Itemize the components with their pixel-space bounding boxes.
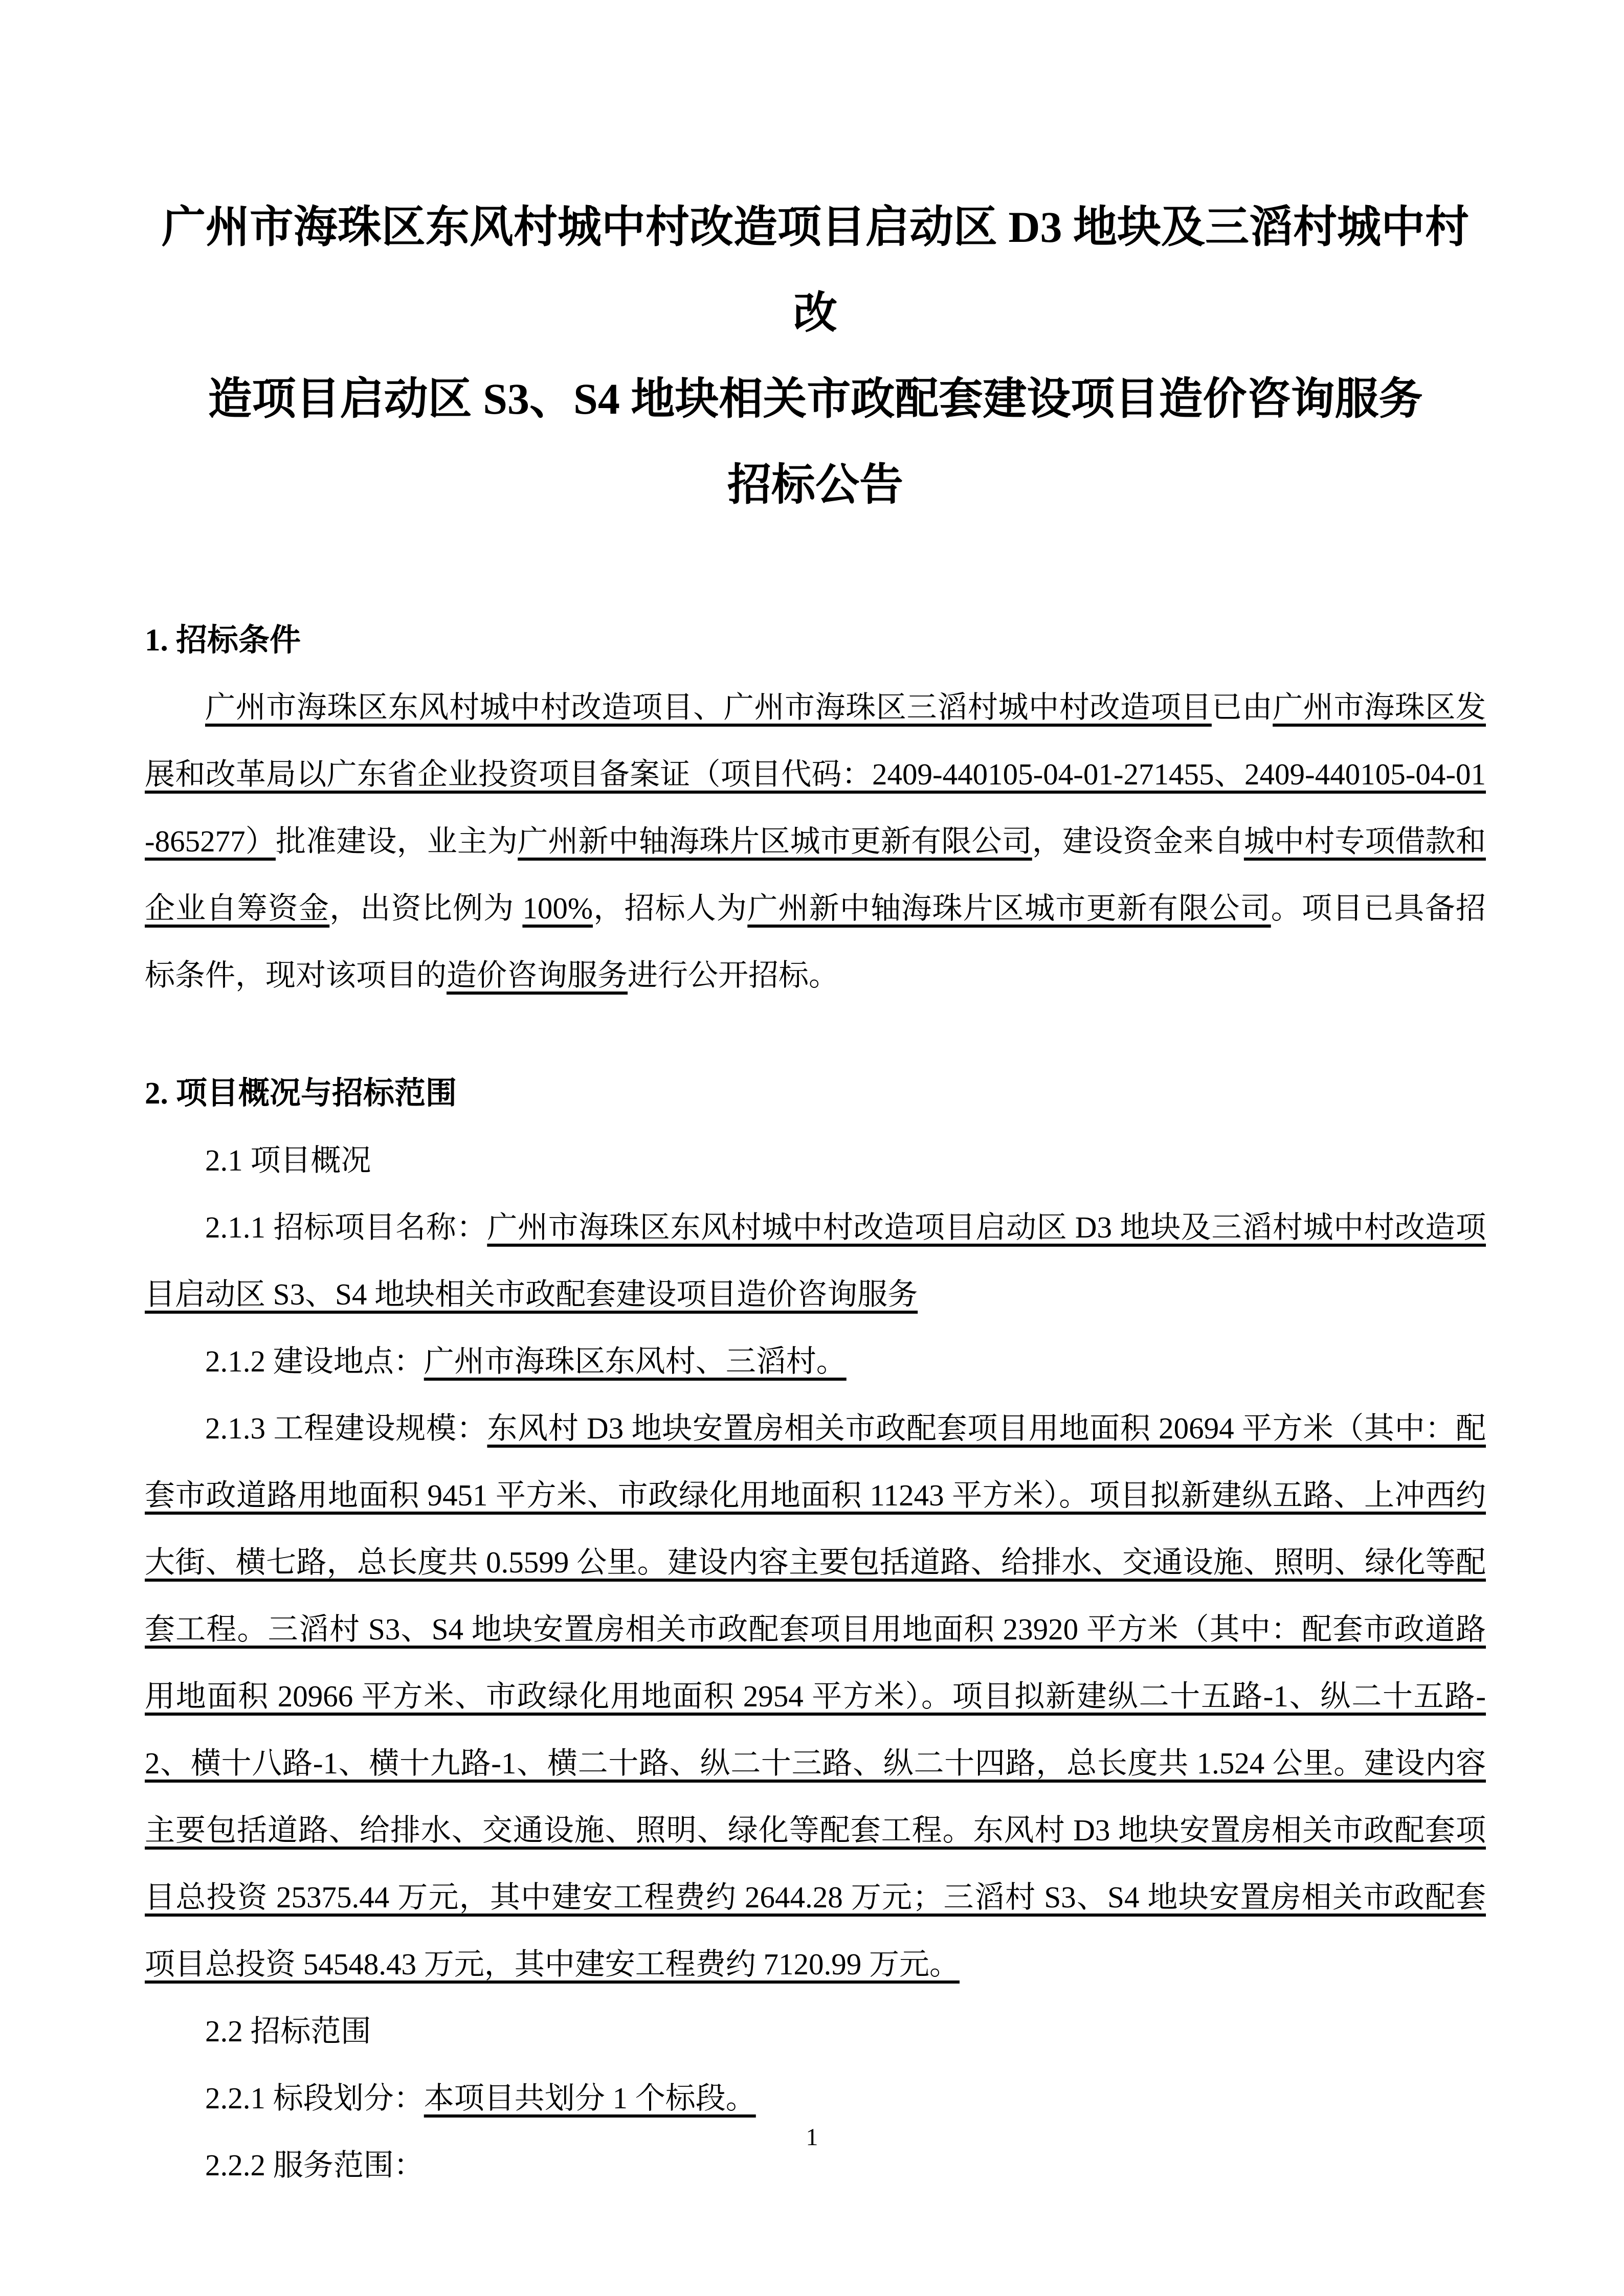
title-line-2: 造项目启动区 S3、S4 地块相关市政配套建设项目造价咨询服务 xyxy=(208,374,1423,423)
document-content xyxy=(145,0,1486,2199)
clause-2-2-2-service-scope: 2.2.2 服务范围： xyxy=(205,2148,424,2182)
section-1-heading: 1. 招标条件 xyxy=(145,623,301,658)
clause-2-1-project-overview: 2.1 项目概况 xyxy=(205,1143,371,1177)
clause-2-1-1-project-name: 2.1.1 招标项目名称：广州市海珠区东风村城中村改造项目启动区 D3 地块及三滔村城中村改造项目启动区 S3、S4 地块相关市政配套建设项目造价咨询服务 xyxy=(145,1210,1486,1311)
clause-2-2-tender-scope: 2.2 招标范围 xyxy=(205,2014,371,2048)
clause-2-1-2-location: 2.1.2 建设地点：广州市海珠区东风村、三滔村。 xyxy=(205,1344,847,1378)
title-line-3: 招标公告 xyxy=(727,460,903,509)
clause-2-2-1-lot-division: 2.2.1 标段划分：本项目共划分 1 个标段。 xyxy=(205,2081,756,2115)
clause-2-1-3-scale: 2.1.3 工程建设规模：东风村 D3 地块安置房相关市政配套项目用地面积 20694 平方米（其中：配套市政道路用地面积 9451 平方米、市政绿化用地面积 11243 平方米）。项目拟新建纵五路、上冲西约大街、横七路，总长度共 0.5599 公里。建设内容主要包括道路、给排水、交通设施、照明、绿化等配套工程。三滔村 S3、S4 地块安置房相关市政配套项目用地面积 23920 平方米（其中：配套市政道路用地面积 20966 平方米、市政绿化用地面积 2954 平方米）。项目拟新建纵二十五路-1、纵二十五路-2、横十八路-1、横十九路-1、横二十路、纵二十三路、纵二十四路，总长度共 1.524 公里。建设内容主要包括道路、给排水、交通设施、照明、绿化等配套工程。东风村 D3 地块安置房相关市政配套项目总投资 25375.44 万元，其中建安工程费约 2644.28 万元；三滔村 S3、S4 地块安置房相关市政配套项目总投资 54548.43 万元，其中建安工程费约 7120.99 万元。 xyxy=(145,1411,1486,1981)
document-title xyxy=(145,184,1486,528)
page-number: 1 xyxy=(806,2124,818,2151)
section-2-heading: 2. 项目概况与招标范围 xyxy=(145,1076,457,1111)
section-1-paragraph: 广州市海珠区东风村城中村改造项目、广州市海珠区三滔村城中村改造项目已由广州市海珠区发展和改革局以广东省企业投资项目备案证（项目代码：2409-440105-04-01-271455、2409-440105-04-01-865277）批准建设，业主为广州新中轴海珠片区城市更新有限公司，建设资金来自城中村专项借款和企业自筹资金，出资比例为 100%，招标人为广州新中轴海珠片区城市更新有限公司。项目已具备招标条件，现对该项目的造价咨询服务进行公开招标。 xyxy=(145,690,1486,992)
title-line-1: 广州市海珠区东风村城中村改造项目启动区 D3 地块及三滔村城中村改 xyxy=(161,202,1470,337)
